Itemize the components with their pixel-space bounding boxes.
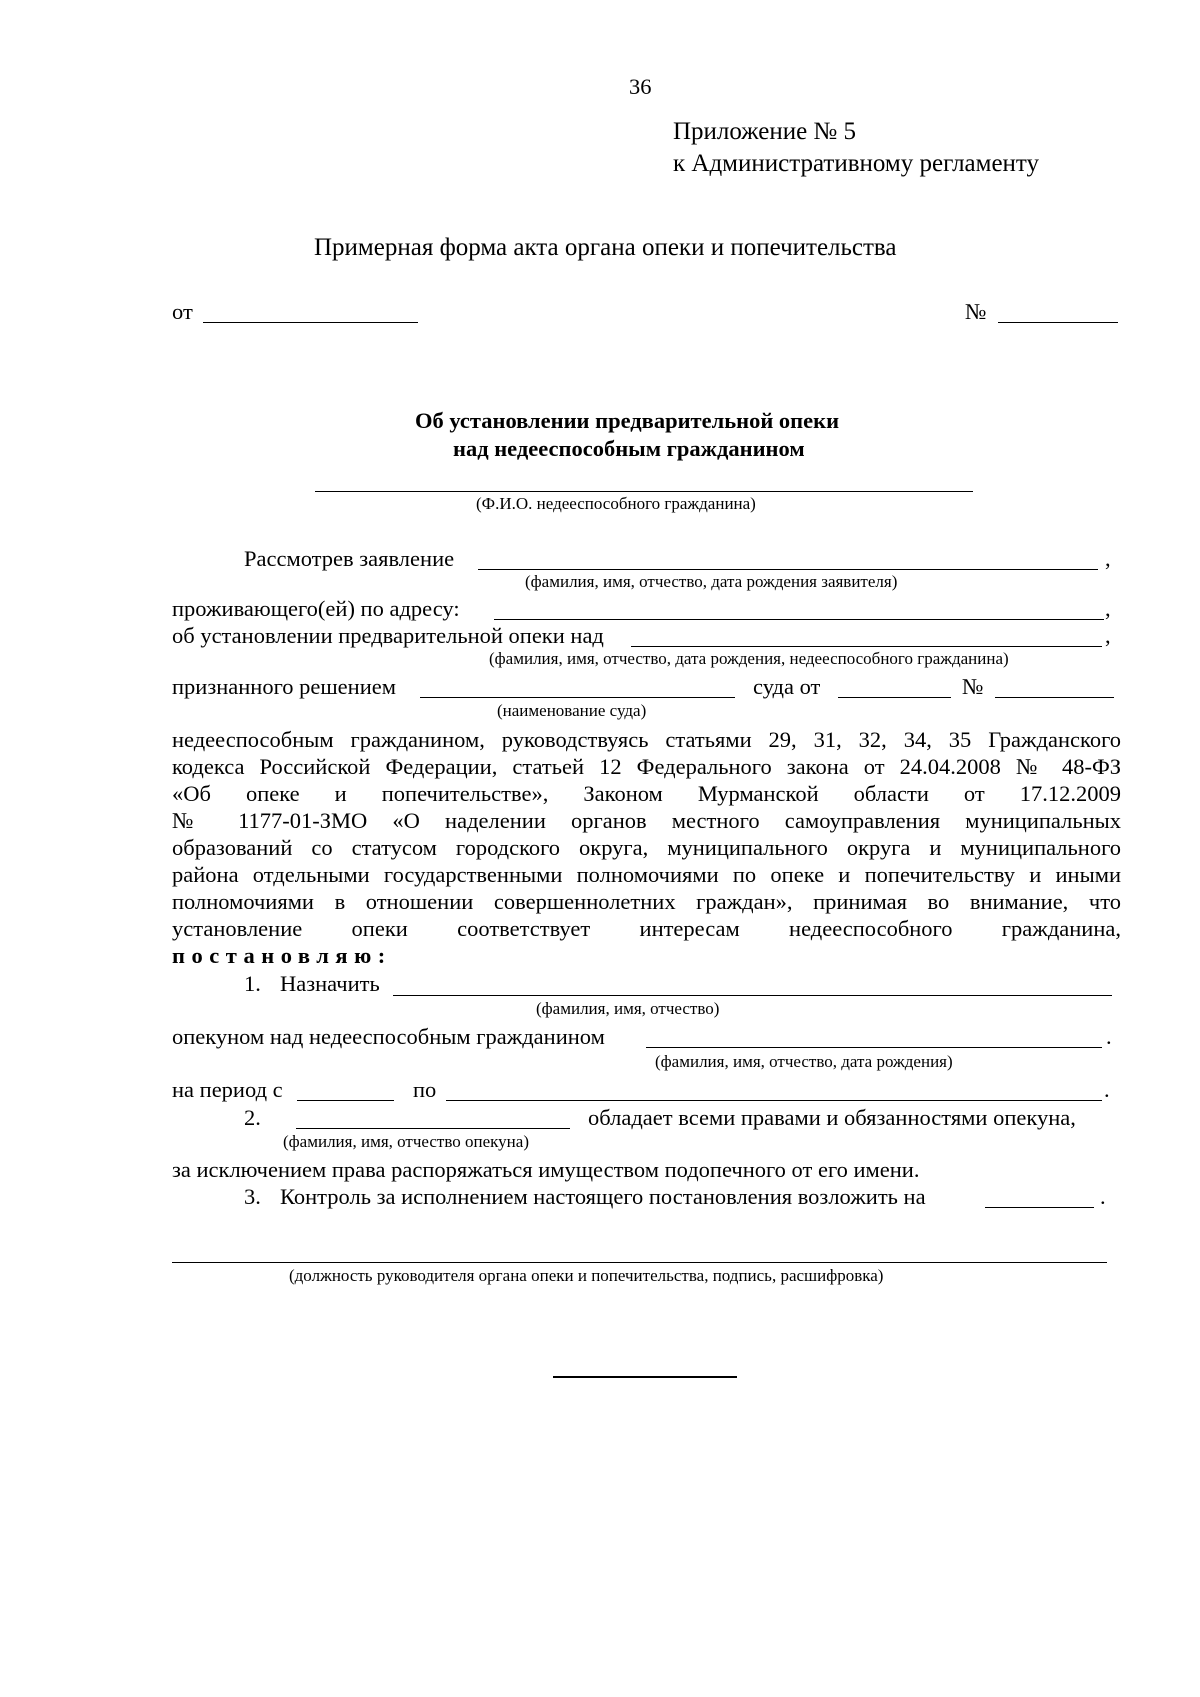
incapable-fio-caption: (Ф.И.О. недееспособного гражданина) — [476, 494, 756, 513]
item2-continuation: за исключением права распоряжаться имуществом подопечного от его имени. — [172, 1157, 920, 1182]
period-to-blank-line[interactable] — [446, 1100, 1102, 1101]
about-establishing-label: об установлении предварительной опеки над — [172, 623, 604, 648]
act-title-line2: над недееспособным гражданином — [453, 436, 805, 461]
paragraph-line-6: района отдельными государственными полномочиями по опеке и попечительству и иными — [172, 862, 1121, 887]
from-label: от — [172, 299, 193, 324]
item1-number: 1. — [244, 971, 261, 996]
incapable-blank-line[interactable] — [631, 646, 1102, 647]
paragraph-line-7: полномочиями в отношении совершеннолетних граждан», принимая во внимание, что — [172, 889, 1121, 914]
paragraph-line-4: № 1177-01-ЗМО «О наделении органов местного самоуправления муниципальных — [172, 808, 1121, 833]
considered-comma: , — [1105, 546, 1111, 571]
court-number-label: № — [962, 674, 984, 699]
court-of-label: суда от — [753, 674, 821, 699]
court-name-caption: (наименование суда) — [497, 701, 647, 720]
item3-number: 3. — [244, 1184, 261, 1209]
closing-separator — [553, 1376, 737, 1378]
item1-text: Назначить — [280, 971, 380, 996]
paragraph-line-2: кодекса Российской Федерации, статьей 12 Федерального закона от 24.04.2008 № 48-ФЗ — [172, 754, 1121, 779]
signature-caption: (должность руководителя органа опеки и попечительства, подпись, расшифровка) — [289, 1266, 884, 1285]
ward-blank-line[interactable] — [646, 1047, 1102, 1048]
paragraph-line-1: недееспособным гражданином, руководствуясь статьями 29, 31, 32, 34, 35 Гражданского — [172, 727, 1121, 752]
about-establishing-comma: , — [1105, 623, 1111, 648]
item3-text: Контроль за исполнением настоящего постановления возложить на — [280, 1184, 926, 1209]
page-number: 36 — [629, 74, 652, 99]
date-blank-line[interactable] — [203, 322, 418, 323]
applicant-blank-line[interactable] — [478, 569, 1098, 570]
ward-caption: (фамилия, имя, отчество, дата рождения) — [655, 1052, 953, 1071]
period-to-label: по — [413, 1077, 437, 1102]
resolve-label: постановляю: — [172, 943, 392, 968]
control-blank-line[interactable] — [985, 1207, 1094, 1208]
signature-blank-line[interactable] — [172, 1262, 1107, 1263]
appointee-blank-line[interactable] — [393, 995, 1112, 996]
residing-comma: , — [1105, 596, 1111, 621]
appendix-subtitle: к Административному регламенту — [673, 150, 1040, 177]
guardian-over-label: опекуном над недееспособным гражданином — [172, 1024, 605, 1049]
number-blank-line[interactable] — [998, 322, 1118, 323]
paragraph-line-5: образований со статусом городского округа, муниципального округа и муниципального — [172, 835, 1121, 860]
address-blank-line[interactable] — [494, 619, 1104, 620]
item2-number: 2. — [244, 1105, 261, 1130]
form-title: Примерная форма акта органа опеки и попечительства — [314, 234, 897, 261]
incapable-fio-blank-line[interactable] — [315, 491, 973, 492]
applicant-caption: (фамилия, имя, отчество, дата рождения заявителя) — [525, 572, 898, 591]
appendix-title: Приложение № 5 — [673, 118, 857, 145]
incapable-dob-caption: (фамилия, имя, отчество, дата рождения, недееспособного гражданина) — [489, 649, 1009, 668]
court-blank-line[interactable] — [420, 697, 735, 698]
considered-label: Рассмотрев заявление — [244, 546, 455, 571]
item2-text: обладает всеми правами и обязанностями опекуна, — [588, 1105, 1076, 1130]
court-date-blank-line[interactable] — [838, 697, 951, 698]
residing-label: проживающего(ей) по адресу: — [172, 596, 460, 621]
guardian-over-period: . — [1106, 1024, 1112, 1049]
appointee-caption: (фамилия, имя, отчество) — [536, 999, 720, 1018]
act-title-line1: Об установлении предварительной опеки — [415, 408, 840, 433]
guardian-blank-line[interactable] — [296, 1128, 570, 1129]
period-end: . — [1104, 1077, 1110, 1102]
paragraph-line-8: установление опеки соответствует интересам недееспособного гражданина, — [172, 916, 1121, 941]
guardian-caption: (фамилия, имя, отчество опекуна) — [283, 1132, 529, 1151]
number-label: № — [965, 299, 987, 324]
court-number-blank-line[interactable] — [995, 697, 1114, 698]
paragraph-line-3: «Об опеке и попечительстве», Законом Мурманской области от 17.12.2009 — [172, 781, 1121, 806]
item3-period: . — [1100, 1184, 1106, 1209]
period-from-blank-line[interactable] — [297, 1100, 394, 1101]
period-from-label: на период с — [172, 1077, 283, 1102]
recognized-label: признанного решением — [172, 674, 396, 699]
